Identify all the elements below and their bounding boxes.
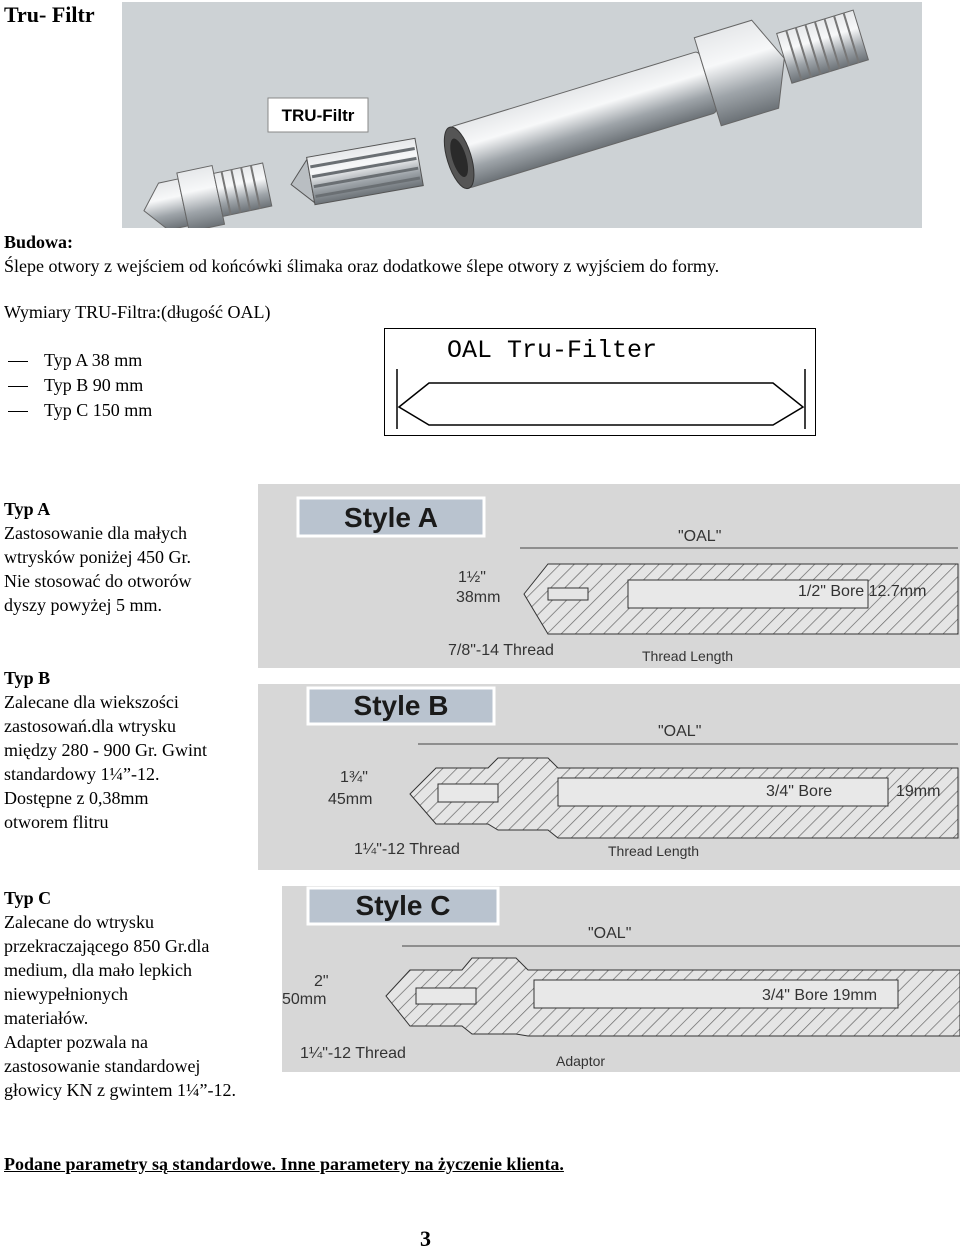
typ-a-line: dyszy powyżej 5 mm. (4, 595, 162, 615)
style-a-length-mm: 38mm (456, 589, 501, 606)
typ-c-line: przekraczającego 850 Gr.dla (4, 936, 210, 956)
typ-c-line: zastosowanie standardowej (4, 1056, 201, 1076)
style-a-oal: "OAL" (678, 528, 722, 545)
typ-c-line: niewypełnionych (4, 984, 128, 1004)
style-c-label: Style C (355, 890, 451, 921)
oal-diagram-drawing (385, 329, 817, 437)
style-a-thread-length: Thread Length (642, 648, 734, 664)
typ-a-line: wtrysków poniżej 450 Gr. (4, 547, 191, 567)
style-b-bore-mm: 19mm (896, 783, 941, 800)
typ-b-line: standardowy 1¼”-12. (4, 764, 160, 784)
style-c-thread: 1¼"-12 Thread (300, 1045, 406, 1062)
style-a-label: Style A (344, 502, 438, 533)
typ-c-line: głowicy KN z gwintem 1¼”-12. (4, 1080, 236, 1100)
product-photo-drawing (122, 2, 922, 228)
style-c-length-mm: 50mm (282, 991, 327, 1008)
typ-b-line: Zalecane dla wiekszości (4, 692, 179, 712)
style-b-drawing (258, 684, 960, 870)
typ-a-line: Zastosowanie dla małych (4, 523, 187, 543)
photo-label: TRU-Filtr (281, 106, 355, 125)
style-b-thread-length: Thread Length (608, 843, 700, 859)
typ-b-line: między 280 - 900 Gr. Gwint (4, 740, 207, 760)
style-b-thread: 1¼"-12 Thread (354, 841, 460, 858)
style-b-length-in: 1¾" (340, 769, 368, 786)
style-a-length-in: 1½" (458, 569, 486, 586)
footer-note: Podane parametry są standardowe. Inne parametery na życzenie klienta. (4, 1154, 564, 1174)
page-number: 3 (420, 1226, 431, 1251)
typ-b-heading: Typ B (4, 668, 51, 688)
style-a-diagram (258, 484, 960, 668)
style-b-label: Style B (353, 690, 449, 721)
dimension-item (4, 348, 142, 372)
style-c-length-in: 2" (314, 973, 329, 990)
dash-icon (8, 386, 28, 387)
oal-diagram (384, 328, 816, 436)
style-c-adaptor: Adaptor (556, 1053, 606, 1069)
typ-c-line: Zalecane do wtrysku (4, 912, 154, 932)
typ-c-line: materiałów. (4, 1008, 89, 1028)
typ-a-heading: Typ A (4, 499, 51, 519)
dimension-item-label: Typ B 90 mm (44, 375, 144, 395)
typ-c-heading: Typ C (4, 888, 52, 908)
dimension-item-label: Typ C 150 mm (44, 400, 153, 420)
style-c-oal: "OAL" (588, 925, 632, 942)
style-a-bore: 1/2" Bore 12.7mm (798, 583, 927, 600)
dimension-item-label: Typ A 38 mm (44, 350, 143, 370)
oal-diagram-label: OAL Tru-Filter (447, 336, 658, 365)
page-title: Tru- Filtr (4, 2, 95, 27)
style-b-oal: "OAL" (658, 723, 702, 740)
style-a-thread: 7/8"-14 Thread (448, 642, 554, 659)
typ-a-line: Nie stosować do otworów (4, 571, 192, 591)
typ-b-line: zastosowań.dla wtrysku (4, 716, 176, 736)
typ-b-line: otworem flitru (4, 812, 109, 832)
style-c-drawing (282, 886, 960, 1072)
style-c-diagram (282, 886, 960, 1072)
typ-c-line: Adapter pozwala na (4, 1032, 148, 1052)
dimension-item (4, 398, 152, 422)
dash-icon (8, 361, 28, 362)
dimension-item (4, 373, 143, 397)
style-b-diagram (258, 684, 960, 870)
dimensions-heading: Wymiary TRU-Filtra:(długość OAL) (4, 302, 271, 322)
style-a-drawing (258, 484, 960, 668)
style-b-bore: 3/4" Bore (766, 783, 833, 800)
budowa-text: Ślepe otwory z wejściem od końcówki ślimaka oraz dodatkowe ślepe otwory z wyjściem do formy. (4, 256, 720, 276)
style-c-bore: 3/4" Bore 19mm (762, 987, 878, 1004)
typ-b-line: Dostępne z 0,38mm (4, 788, 149, 808)
product-photo (122, 2, 922, 228)
dash-icon (8, 411, 28, 412)
style-b-length-mm: 45mm (328, 791, 373, 808)
budowa-heading: Budowa: (4, 232, 74, 252)
typ-c-line: medium, dla mało lepkich (4, 960, 192, 980)
